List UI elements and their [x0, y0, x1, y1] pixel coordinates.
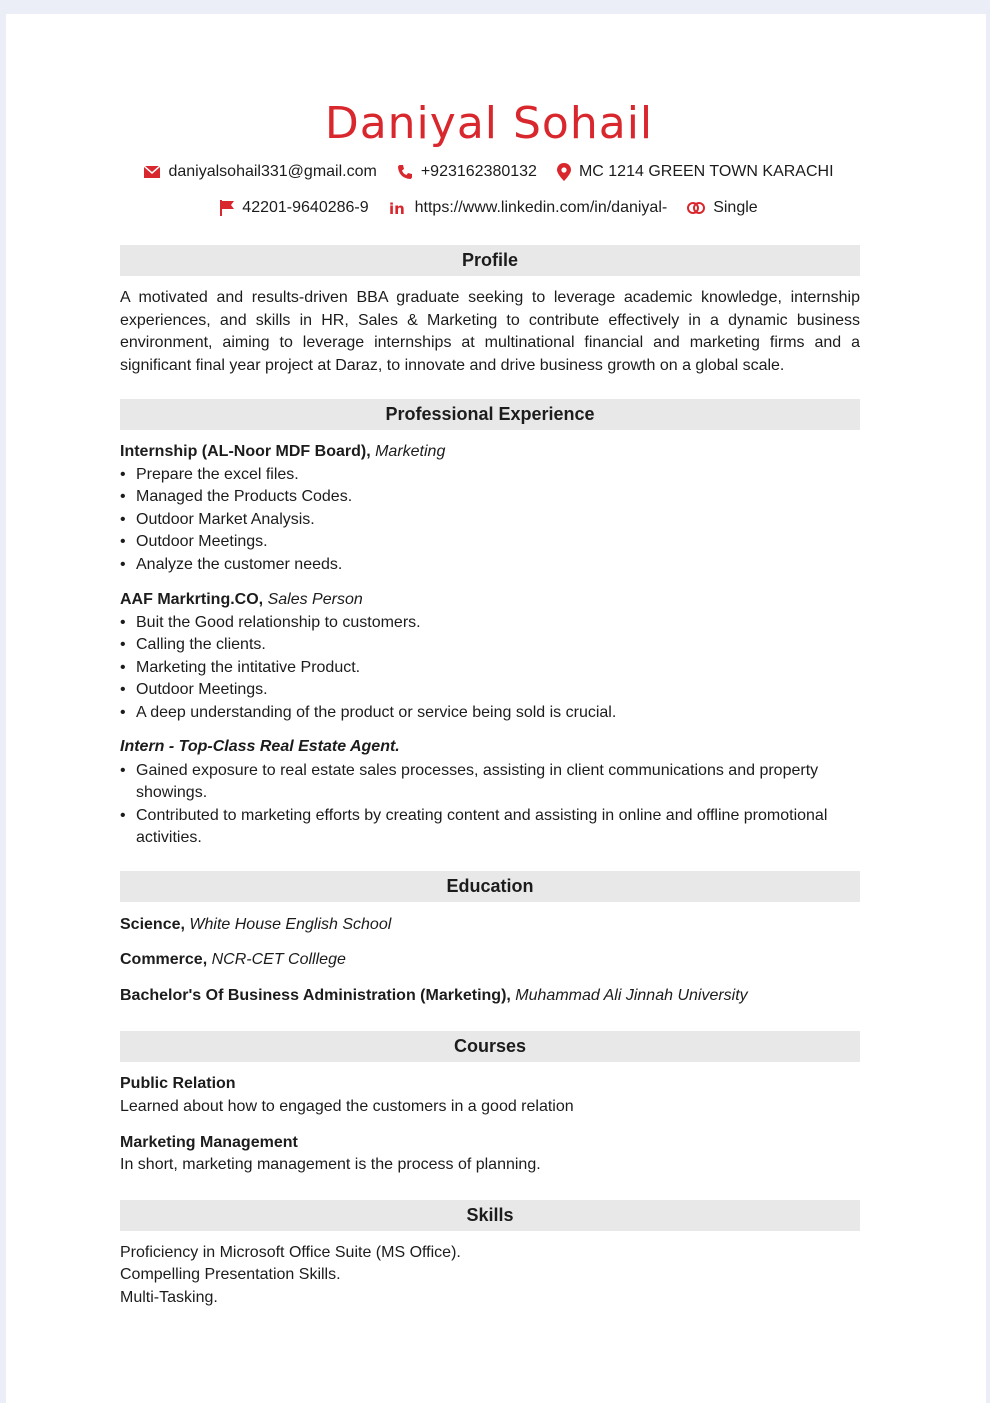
list-item: • Outdoor Meetings. — [120, 679, 860, 701]
job-title — [120, 738, 400, 756]
school: White House English School — [189, 916, 392, 933]
marital-status-contact — [687, 199, 757, 217]
experience-heading: Professional Experience — [120, 399, 860, 430]
job-role: Sales Person — [267, 591, 363, 608]
svg-text:in: in — [388, 200, 405, 216]
linkedin-contact[interactable] — [389, 199, 668, 217]
skill-item: Multi-Tasking. — [120, 1289, 218, 1306]
skills-heading: Skills — [120, 1200, 860, 1231]
degree: Bachelor's Of Business Administration (Marketing), — [120, 987, 511, 1004]
list-item: • A deep understanding of the product or service being sold is crucial. — [120, 702, 860, 724]
email-icon — [144, 166, 160, 178]
skill-item: Proficiency in Microsoft Office Suite (MS Office). — [120, 1244, 461, 1261]
location-icon — [557, 163, 571, 181]
id-number-contact — [220, 199, 368, 217]
degree: Science, — [120, 916, 185, 933]
courses-heading: Courses — [120, 1031, 860, 1062]
rings-icon — [687, 201, 705, 215]
job-bullets — [120, 464, 860, 576]
job-org: AAF Markrting.CO, — [120, 591, 264, 608]
job-org: Intern - Top-Class Real Estate Agent. — [120, 738, 400, 755]
marital-status-text: Single — [713, 199, 758, 216]
list-item: • Analyze the customer needs. — [120, 554, 860, 576]
list-item: • Buit the Good relationship to customers. — [120, 612, 860, 634]
list-item: • Prepare the excel files. — [120, 464, 860, 486]
list-item: • Contributed to marketing efforts by creating content and assisting in online and offline promotional activities. — [120, 805, 840, 850]
job-title — [120, 443, 445, 461]
contact-row-1 — [0, 163, 984, 181]
email-text: daniyalsohail331@gmail.com — [168, 163, 377, 180]
candidate-name: Daniyal Sohail — [324, 98, 654, 149]
list-item: • Marketing the intitative Product. — [120, 657, 860, 679]
school: Muhammad Ali Jinnah University — [515, 987, 748, 1004]
list-item: • Gained exposure to real estate sales processes, assisting in client communications and property showings. — [120, 760, 840, 805]
degree: Commerce, — [120, 951, 208, 968]
list-item: • Managed the Products Codes. — [120, 486, 860, 508]
education-item — [120, 916, 391, 934]
list-item: • Calling the clients. — [120, 634, 860, 656]
course-title: Public Relation — [120, 1075, 236, 1092]
linkedin-icon — [389, 200, 407, 216]
course-description: Learned about how to engaged the customers in a good relation — [120, 1098, 574, 1115]
job-org: Internship (AL-Noor MDF Board), — [120, 443, 371, 460]
list-item: • Outdoor Market Analysis. — [120, 509, 860, 531]
phone-contact[interactable] — [397, 163, 537, 181]
list-item: • Outdoor Meetings. — [120, 531, 860, 553]
email-contact[interactable] — [144, 163, 376, 181]
skill-item: Compelling Presentation Skills. — [120, 1266, 341, 1283]
job-bullets — [120, 760, 840, 850]
job-role: Marketing — [375, 443, 446, 460]
education-item — [120, 987, 748, 1005]
school: NCR-CET Colllege — [211, 951, 346, 968]
course-description: In short, marketing management is the process of planning. — [120, 1156, 541, 1173]
job-title — [120, 591, 363, 609]
address-contact — [557, 163, 834, 181]
contact-row-2 — [0, 199, 984, 217]
flag-icon — [220, 200, 234, 216]
linkedin-text: https://www.linkedin.com/in/daniyal- — [414, 199, 668, 216]
course-title: Marketing Management — [120, 1134, 298, 1151]
id-number-text: 42201-9640286-9 — [242, 199, 369, 216]
education-heading: Education — [120, 871, 860, 902]
profile-heading: Profile — [120, 245, 860, 276]
job-bullets — [120, 612, 860, 724]
phone-icon — [397, 164, 413, 180]
address-text: MC 1214 GREEN TOWN KARACHI — [578, 163, 834, 180]
education-item — [120, 951, 346, 969]
profile-text: A motivated and results-driven BBA graduate seeking to leverage academic knowledge, internship experiences, and skills in HR, Sales & Marketing to contribute effectively in a dynamic business environment, aiming to leverage internships at multinational financial and marketing firms and a significant final year project at Daraz, to innovate and drive business growth on a global scale. — [120, 289, 860, 374]
phone-text: +923162380132 — [420, 163, 537, 180]
